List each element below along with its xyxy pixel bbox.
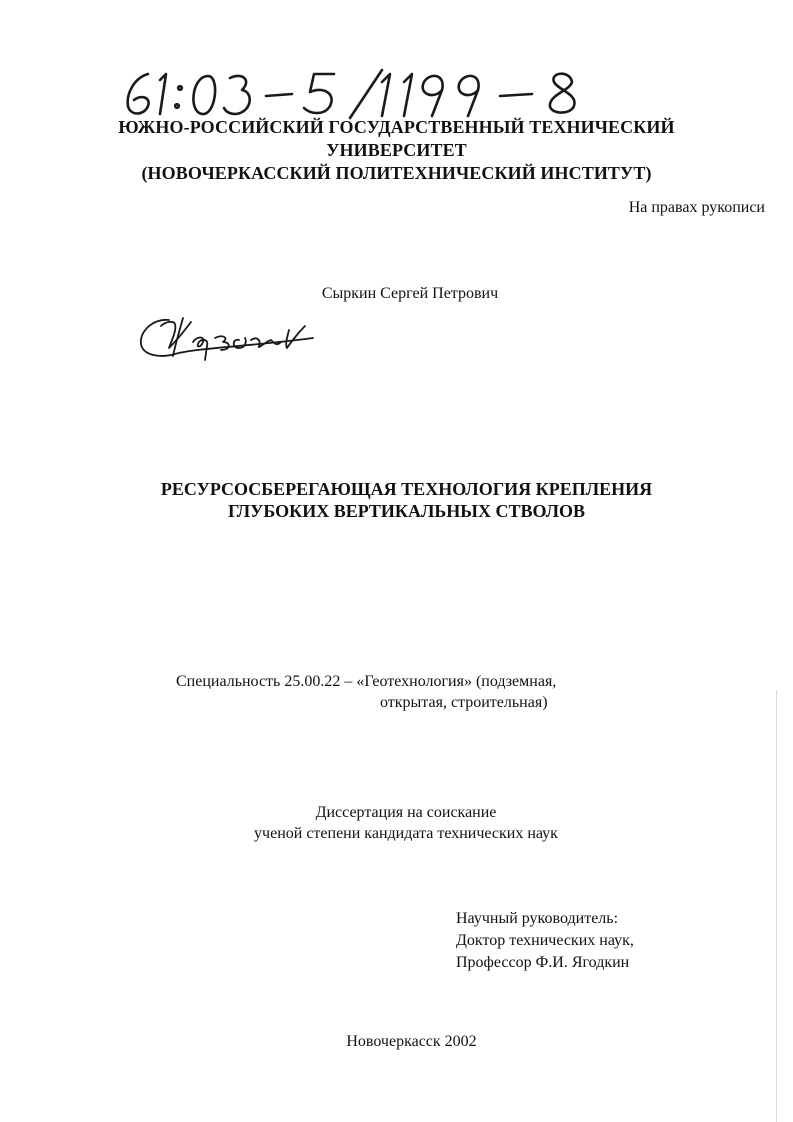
specialty-line-2: открытая, строительная) <box>380 694 548 711</box>
thesis-title-line-1: РЕСУРСОСБЕРЕГАЮЩАЯ ТЕХНОЛОГИЯ КРЕПЛЕНИЯ <box>160 479 653 499</box>
city-year: Новочеркасск 2002 <box>346 1033 477 1050</box>
thesis-title-line-2: ГЛУБОКИХ ВЕРТИКАЛЬНЫХ СТВОЛОВ <box>228 501 585 521</box>
author-signature <box>135 312 315 372</box>
scan-edge-line <box>776 690 777 1122</box>
handwritten-code-drawing <box>120 68 590 120</box>
supervisor-line-1: Научный руководитель: <box>456 910 619 927</box>
university-line-2: УНИВЕРСИТЕТ <box>326 140 467 160</box>
supervisor-line-2: Доктор технических наук, <box>456 932 634 949</box>
specialty-line-1: Специальность 25.00.22 – «Геотехнология» (подземная, <box>176 673 557 690</box>
signature-drawing <box>135 312 315 372</box>
degree-statement <box>0 802 793 844</box>
manuscript-rights-note: На правах рукописи <box>628 199 765 216</box>
degree-line-2: ученой степени кандидата технических наук <box>254 825 558 842</box>
handwritten-archive-code <box>120 68 590 120</box>
university-name <box>0 116 793 185</box>
degree-line-1: Диссертация на соискание <box>315 804 497 821</box>
thesis-title <box>0 478 793 522</box>
university-line-3: (НОВОЧЕРКАССКИЙ ПОЛИТЕХНИЧЕСКИЙ ИНСТИТУТ) <box>141 163 652 183</box>
supervisor-block <box>456 908 634 974</box>
supervisor-line-3: Профессор Ф.И. Ягодкин <box>456 954 630 971</box>
author-name: Сыркин Сергей Петрович <box>321 285 499 302</box>
university-line-1: ЮЖНО-РОССИЙСКИЙ ГОСУДАРСТВЕННЫЙ ТЕХНИЧЕСКИЙ <box>118 117 675 137</box>
